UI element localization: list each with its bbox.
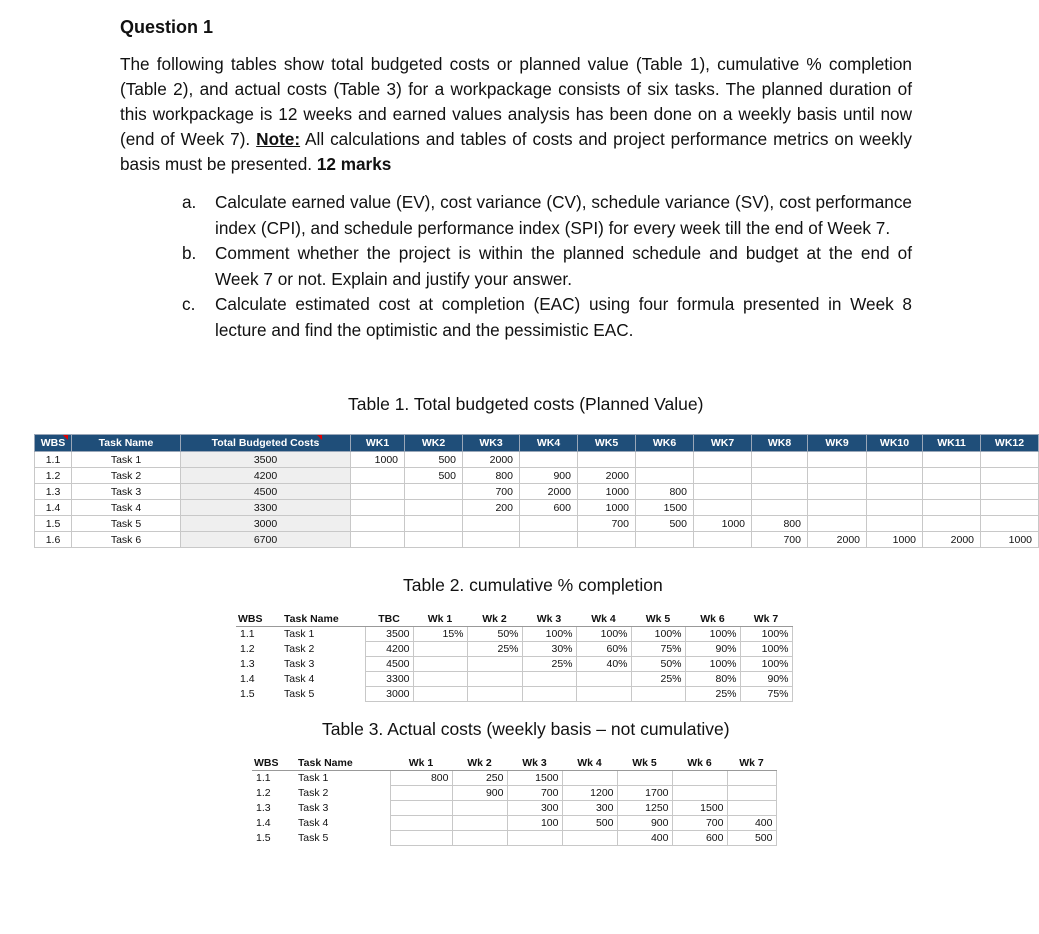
table-cell: 4200 [181, 468, 351, 484]
t2-header-cell: Wk 3 [522, 611, 576, 627]
table-cell: 1.3 [240, 658, 255, 670]
t1-header-cell: WK5 [578, 435, 636, 452]
table-cell: 100% [740, 627, 792, 642]
table3-header-row [252, 755, 776, 771]
intro-text: The following tables show total budgeted costs or planned value (Table 1), cumulative % completion (Table 2), and actual costs (Table 3) for a workpackage consists of six tasks. The planned duration of this workpackage is 12 weeks and earned values analysis has been done on a weekly basis until now (end of Week 7). [120, 54, 912, 149]
table-cell: 1000 [578, 484, 636, 500]
table-cell [636, 532, 694, 548]
table-cell: Task 1 [284, 628, 315, 641]
table3-body [252, 771, 776, 846]
table-cell [578, 532, 636, 548]
t1-header-cell: WK3 [463, 435, 520, 452]
t3-header-cell: WBS [252, 755, 294, 771]
table2-caption: Table 2. cumulative % completion [403, 575, 663, 595]
table-cell: 1000 [694, 516, 752, 532]
table-cell [390, 786, 452, 801]
table-cell [463, 516, 520, 532]
table-cell [981, 500, 1039, 516]
table-cell [636, 468, 694, 484]
t3-header-cell: Wk 1 [390, 755, 452, 771]
table-row [252, 816, 776, 831]
t2-header-cell: WBS [236, 611, 280, 627]
t2-header-cell: Wk 4 [576, 611, 631, 627]
table-cell: 800 [463, 468, 520, 484]
table-cell [520, 532, 578, 548]
t1-header-wbs: WBS [40, 437, 66, 449]
table-cell [467, 657, 522, 672]
table-cell: 600 [672, 831, 727, 846]
marks-label: 12 marks [316, 154, 392, 174]
table-cell: 300 [562, 801, 617, 816]
table-cell: 800 [390, 771, 452, 786]
table-cell: 1.2 [35, 468, 72, 484]
planned-value-table [34, 434, 1039, 548]
table-cell: 75% [740, 687, 792, 702]
table-cell: 500 [405, 468, 463, 484]
table-cell: 1000 [351, 452, 405, 468]
table-row [236, 672, 792, 687]
table-cell: 25% [631, 672, 685, 687]
table-cell: 40% [576, 657, 631, 672]
t3-header-cell: Wk 6 [672, 755, 727, 771]
table-cell [578, 452, 636, 468]
table-cell: 900 [520, 468, 578, 484]
t3-header-cell: Wk 2 [452, 755, 507, 771]
table-cell: 300 [507, 801, 562, 816]
table-cell: 700 [463, 484, 520, 500]
table-cell [413, 642, 467, 657]
t2-header-cell: TBC [365, 611, 413, 627]
table-cell: 500 [636, 516, 694, 532]
table-cell [981, 452, 1039, 468]
part-text: Calculate earned value (EV), cost variance (CV), schedule variance (SV), cost performance index (CPI), and schedule performance index (SPI) for every week till the end of Week 7. [215, 192, 912, 238]
t1-header-cell: WK2 [405, 435, 463, 452]
table-row [35, 484, 1039, 500]
t2-header-cell: Wk 5 [631, 611, 685, 627]
table-cell: 1.1 [256, 772, 271, 785]
t3-header-cell: Task Name [294, 755, 390, 771]
table-cell: Task 1 [298, 772, 329, 785]
t2-header-cell: Wk 2 [467, 611, 522, 627]
t3-header-cell: Wk 7 [727, 755, 776, 771]
table-cell: 1.3 [256, 802, 271, 814]
table-cell: 100% [740, 642, 792, 657]
table-cell [867, 484, 923, 500]
table-cell [672, 786, 727, 801]
table-cell [405, 516, 463, 532]
table-row [252, 771, 776, 786]
table-cell: 1.5 [35, 516, 72, 532]
table-cell [808, 484, 867, 500]
t2-header-cell: Wk 6 [685, 611, 740, 627]
table-cell [413, 657, 467, 672]
table-cell: 3300 [365, 672, 413, 687]
table-cell: 4500 [181, 484, 351, 500]
table-cell: 1000 [981, 532, 1039, 548]
t3-header-cell: Wk 3 [507, 755, 562, 771]
t2-header-cell: Wk 7 [740, 611, 792, 627]
table-cell [923, 516, 981, 532]
table-cell: 100% [576, 627, 631, 642]
table-cell [981, 484, 1039, 500]
table-cell [405, 500, 463, 516]
table-cell [405, 484, 463, 500]
table3-caption: Table 3. Actual costs (weekly basis – not cumulative) [322, 719, 730, 739]
table-cell: 60% [576, 642, 631, 657]
table-cell: 25% [522, 657, 576, 672]
table-cell: 1500 [672, 801, 727, 816]
t3-header-cell: Wk 5 [617, 755, 672, 771]
t1-header-cell: WK8 [752, 435, 808, 452]
table-cell: Task 4 [284, 673, 315, 685]
table-cell [727, 801, 776, 816]
table-row [35, 532, 1039, 548]
table-cell: 2000 [808, 532, 867, 548]
table-cell [351, 500, 405, 516]
table-cell [694, 500, 752, 516]
table1-body [35, 452, 1039, 548]
table-cell [351, 468, 405, 484]
table-cell: Task 2 [72, 468, 181, 484]
table-cell [636, 452, 694, 468]
table-cell [752, 452, 808, 468]
table-cell [522, 672, 576, 687]
table-cell: 500 [405, 452, 463, 468]
t1-header-cell: WK11 [923, 435, 981, 452]
table-cell [452, 816, 507, 831]
t1-header-cell: WK4 [520, 435, 578, 452]
table-cell: 100 [507, 816, 562, 831]
table-cell [867, 516, 923, 532]
part-text: Calculate estimated cost at completion (EAC) using four formula presented in Week 8 lecture and find the optimistic and the pessimistic EAC. [215, 294, 912, 340]
table1-caption: Table 1. Total budgeted costs (Planned Value) [348, 394, 704, 414]
table-cell [390, 831, 452, 846]
part-letter: b. [182, 243, 197, 263]
table-cell: 100% [685, 657, 740, 672]
table-cell: 2000 [463, 452, 520, 468]
table-cell [923, 452, 981, 468]
table-cell: 15% [413, 627, 467, 642]
table-cell: 1000 [578, 500, 636, 516]
table-cell: 500 [562, 816, 617, 831]
t1-header-tbc: Total Budgeted Costs [211, 437, 320, 449]
table-cell [867, 468, 923, 484]
table-cell: 1.6 [35, 532, 72, 548]
table-cell: Task 2 [298, 787, 329, 799]
completion-table [236, 611, 793, 702]
table-cell [413, 672, 467, 687]
note-text: All calculations and tables of costs and project performance metrics on weekly basis must be presented. [120, 129, 912, 174]
table-cell [694, 468, 752, 484]
table-cell: 1.1 [240, 628, 255, 641]
question-part-a [182, 190, 912, 241]
table-cell [808, 468, 867, 484]
table-cell [452, 831, 507, 846]
table-cell [463, 532, 520, 548]
table-cell: Task 1 [72, 452, 181, 468]
table-cell: 500 [727, 831, 776, 846]
table-cell: 1250 [617, 801, 672, 816]
table-cell: 1.2 [240, 643, 255, 655]
table-cell: 1.5 [240, 688, 255, 700]
table-cell: 1.1 [35, 452, 72, 468]
table-row [236, 627, 792, 642]
table-cell: 25% [467, 642, 522, 657]
table-cell: 3300 [181, 500, 351, 516]
table-cell [923, 484, 981, 500]
table-cell: Task 4 [72, 500, 181, 516]
table-cell: 2000 [923, 532, 981, 548]
t3-header-cell: Wk 4 [562, 755, 617, 771]
table-row [236, 642, 792, 657]
table-cell [867, 500, 923, 516]
table-cell: 250 [452, 771, 507, 786]
table-cell: 1700 [617, 786, 672, 801]
table2-header-row [236, 611, 792, 627]
table-cell [452, 801, 507, 816]
table1-header-row [35, 435, 1039, 452]
table-row [35, 500, 1039, 516]
table-cell: Task 5 [72, 516, 181, 532]
t1-header-cell [181, 435, 351, 452]
table-cell: 100% [522, 627, 576, 642]
table-cell: 1000 [867, 532, 923, 548]
table-cell: 90% [685, 642, 740, 657]
table-cell: 50% [631, 657, 685, 672]
table-cell: 1500 [507, 771, 562, 786]
table-cell [727, 786, 776, 801]
table-cell [631, 687, 685, 702]
table-cell: 400 [617, 831, 672, 846]
table-row [236, 687, 792, 702]
t1-header-cell [35, 435, 72, 452]
table-cell [694, 452, 752, 468]
table-cell: 600 [520, 500, 578, 516]
table-cell [467, 672, 522, 687]
table-cell: 800 [636, 484, 694, 500]
t1-header-cell: WK6 [636, 435, 694, 452]
table-cell: 4500 [365, 657, 413, 672]
table-cell [520, 452, 578, 468]
table-cell: 100% [685, 627, 740, 642]
table-cell [467, 687, 522, 702]
actual-cost-table [252, 755, 777, 846]
table-cell: 3000 [365, 687, 413, 702]
table-row [236, 657, 792, 672]
table-cell: 100% [740, 657, 792, 672]
table-cell [867, 452, 923, 468]
t1-header-cell: WK9 [808, 435, 867, 452]
table-cell [562, 831, 617, 846]
table-cell: 30% [522, 642, 576, 657]
table-cell: Task 5 [298, 832, 329, 844]
table2-body [236, 627, 792, 702]
table-cell [752, 468, 808, 484]
note-label: Note: [256, 129, 301, 149]
table-cell [576, 672, 631, 687]
table-cell [351, 516, 405, 532]
table-cell: 1200 [562, 786, 617, 801]
table-cell: Task 6 [72, 532, 181, 548]
table-cell [507, 831, 562, 846]
table-cell [405, 532, 463, 548]
table-cell: 1.3 [35, 484, 72, 500]
table-cell [981, 516, 1039, 532]
table-cell: 900 [452, 786, 507, 801]
t1-header-cell: WK1 [351, 435, 405, 452]
part-letter: a. [182, 192, 197, 212]
table-cell: 700 [672, 816, 727, 831]
t2-header-cell: Task Name [280, 611, 365, 627]
table-row [35, 468, 1039, 484]
table-cell: 900 [617, 816, 672, 831]
t1-header-cell: WK12 [981, 435, 1039, 452]
table-cell [981, 468, 1039, 484]
table-cell: Task 2 [284, 643, 315, 655]
question-parts-list [182, 190, 912, 343]
table-cell: 700 [507, 786, 562, 801]
table-row [35, 516, 1039, 532]
table-cell [752, 500, 808, 516]
table-cell: 1.4 [240, 673, 255, 685]
table-cell: 75% [631, 642, 685, 657]
table-cell [576, 687, 631, 702]
table-cell: 3000 [181, 516, 351, 532]
table-cell: 1.4 [35, 500, 72, 516]
table-cell: Task 3 [72, 484, 181, 500]
table-cell: 800 [752, 516, 808, 532]
table-cell: 700 [752, 532, 808, 548]
question-title: Question 1 [120, 17, 214, 37]
table-cell [808, 516, 867, 532]
table-cell [923, 500, 981, 516]
table-cell [351, 532, 405, 548]
question-part-b [182, 241, 912, 292]
table-cell: 700 [578, 516, 636, 532]
table-cell: 2000 [520, 484, 578, 500]
table-cell: Task 3 [284, 658, 315, 670]
table-row [252, 786, 776, 801]
table-cell [752, 484, 808, 500]
table-cell [520, 516, 578, 532]
table-cell: Task 5 [284, 688, 315, 700]
table-cell: Task 3 [298, 802, 329, 814]
table-cell: 200 [463, 500, 520, 516]
table-cell: 1.5 [256, 832, 271, 844]
table-cell: 100% [631, 627, 685, 642]
table-row [35, 452, 1039, 468]
table-cell: 25% [685, 687, 740, 702]
table-cell: Task 4 [298, 817, 329, 829]
t1-header-cell: WK10 [867, 435, 923, 452]
table-cell [727, 771, 776, 786]
table-cell [522, 687, 576, 702]
table-cell [694, 532, 752, 548]
table-cell: 50% [467, 627, 522, 642]
table-cell [617, 771, 672, 786]
t1-header-cell: Task Name [72, 435, 181, 452]
t2-header-cell: Wk 1 [413, 611, 467, 627]
table-cell: 1500 [636, 500, 694, 516]
table-cell [562, 771, 617, 786]
table-row [252, 801, 776, 816]
table-cell: 1.2 [256, 787, 271, 799]
table-cell: 4200 [365, 642, 413, 657]
question-part-c [182, 292, 912, 343]
table-cell: 6700 [181, 532, 351, 548]
table-cell [808, 500, 867, 516]
t1-header-cell: WK7 [694, 435, 752, 452]
table-cell: 400 [727, 816, 776, 831]
table-cell: 90% [740, 672, 792, 687]
table-cell [672, 771, 727, 786]
table-cell: 1.4 [256, 817, 271, 829]
table-cell: 3500 [365, 627, 413, 642]
question-intro [120, 52, 912, 177]
table-cell [808, 452, 867, 468]
table-cell [351, 484, 405, 500]
part-text: Comment whether the project is within the planned schedule and budget at the end of Week 7 or not. Explain and justify your answer. [215, 243, 912, 289]
table-row [252, 831, 776, 846]
table-cell: 80% [685, 672, 740, 687]
part-letter: c. [182, 294, 196, 314]
table-cell [694, 484, 752, 500]
table-cell [923, 468, 981, 484]
table-cell [390, 816, 452, 831]
table-cell [390, 801, 452, 816]
table-cell: 3500 [181, 452, 351, 468]
table-cell [413, 687, 467, 702]
table-cell: 2000 [578, 468, 636, 484]
